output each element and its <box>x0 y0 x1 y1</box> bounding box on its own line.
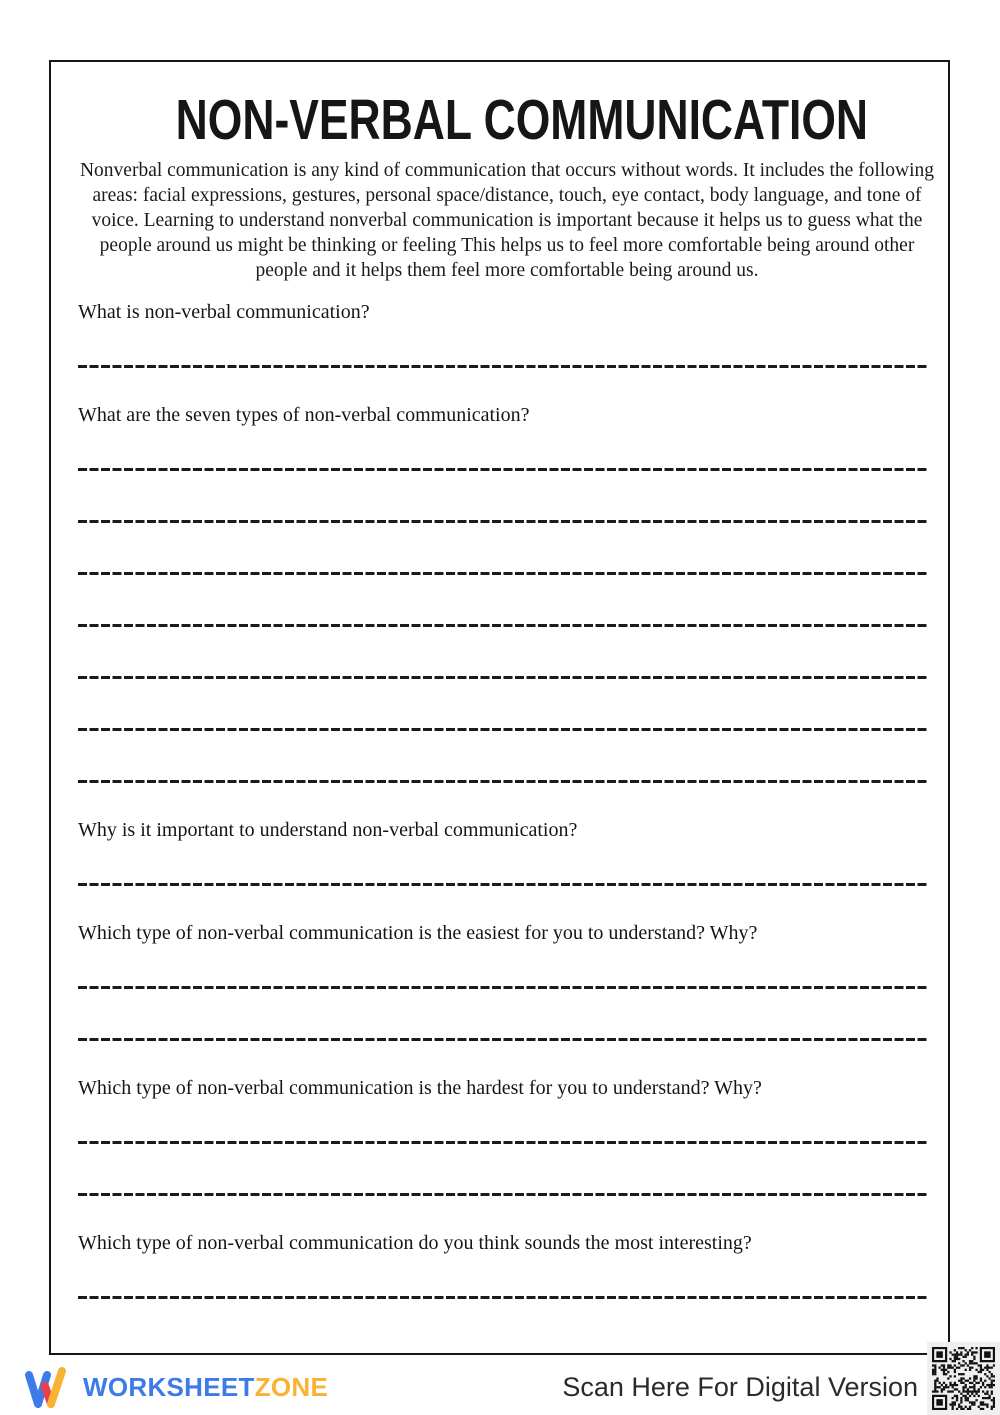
answer-line <box>78 468 928 471</box>
answer-line <box>78 728 928 731</box>
worksheetzone-wordmark <box>83 1372 328 1403</box>
answer-line <box>78 676 928 679</box>
answer-line <box>78 883 928 886</box>
question-text: Why is it important to understand non-verbal communication? <box>78 819 578 841</box>
answer-line <box>78 365 928 368</box>
answer-line <box>78 624 928 627</box>
worksheet-content <box>49 60 950 1355</box>
worksheetzone-logo-icon <box>22 1364 74 1410</box>
question-block-4 <box>78 920 928 1041</box>
question-text: Which type of non-verbal communication is the hardest for you to understand? Why? <box>78 1077 762 1099</box>
question-block-2 <box>78 402 928 783</box>
question-block-5 <box>78 1075 928 1196</box>
page-title: NON-VERBAL COMMUNICATION <box>175 88 869 152</box>
question-block-3 <box>78 817 928 886</box>
questions <box>78 299 928 1299</box>
answer-line <box>78 572 928 575</box>
worksheetzone-logo <box>22 1364 328 1410</box>
qr-code <box>927 1342 1000 1415</box>
intro-paragraph: Nonverbal communication is any kind of communication that occurs without words. It includes the following areas: facial expressions, gestures, personal space/distance, touch, eye contact, body language, and tone of voice. Learning to understand nonverbal communication is important because it helps us to guess what the people around us might be thinking or feeling This helps us to feel more comfortable being around other people and it helps them feel more comfortable being around us. <box>79 160 935 281</box>
answer-line <box>78 780 928 783</box>
question-text: What are the seven types of non-verbal communication? <box>78 404 530 426</box>
answer-line <box>78 1038 928 1041</box>
question-text: Which type of non-verbal communication is the easiest for you to understand? Why? <box>78 922 758 944</box>
title-wrap <box>78 88 928 152</box>
brand-word-worksheet: WORKSHEET <box>83 1371 255 1402</box>
answer-line <box>78 520 928 523</box>
scan-here-text: Scan Here For Digital Version <box>562 1372 918 1402</box>
answer-line <box>78 986 928 989</box>
answer-line <box>78 1141 928 1144</box>
brand-word-zone: ZONE <box>254 1371 329 1402</box>
question-block-6 <box>78 1230 928 1299</box>
question-text: What is non-verbal communication? <box>78 301 370 323</box>
answer-line <box>78 1193 928 1196</box>
question-block-1 <box>78 299 928 368</box>
question-text: Which type of non-verbal communication do you think sounds the most interesting? <box>78 1232 752 1254</box>
answer-line <box>78 1296 928 1299</box>
